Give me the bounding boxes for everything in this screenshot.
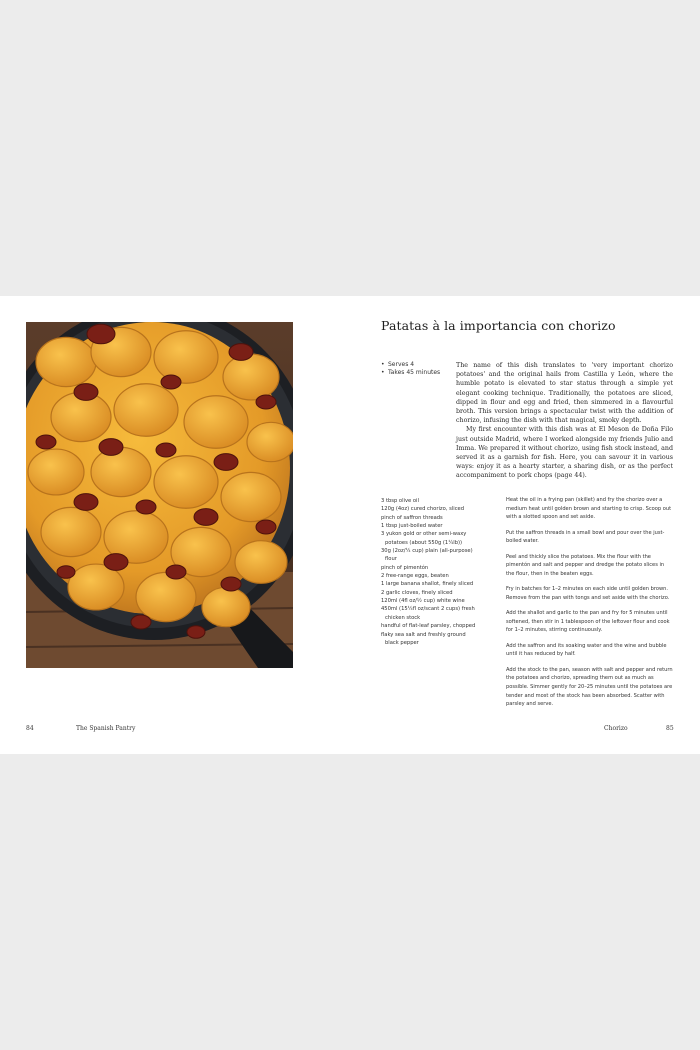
potato-slice <box>202 587 250 626</box>
potato-slice <box>223 354 279 400</box>
potato-slice <box>68 564 124 610</box>
ingredient-item: 1 large banana shallot, finely sliced <box>381 581 474 588</box>
ingredient-item: 3 yukon gold or other semi-waxy <box>381 531 467 538</box>
recipe-title: Patatas à la importancia con chorizo <box>381 318 616 333</box>
chorizo-piece <box>221 577 241 591</box>
ingredient-item: 2 free-range eggs, beaten <box>381 573 449 580</box>
left-page-number: 84 <box>26 725 34 732</box>
intro-paragraph: My first encounter with this dish was at El Meson de Doña Filo just outside Madrid, where I worked alongside my friends Julio and Imma. We prepared it without chorizo, using fish stock instead, and served it as a garnish for fish. Here, you can savour it in various ways: enjoy it as a hearty starter, a sharing dish, or as the perfect accompaniment to pork chops (page 44). <box>456 426 673 480</box>
ingredient-item: 120g (4oz) cured chorizo, sliced <box>381 506 465 513</box>
recipe-intro <box>456 361 673 481</box>
potato-slice <box>91 447 151 496</box>
right-page-number: 85 <box>666 725 674 732</box>
method-step: Add the stock to the pan, season with salt and pepper and return the potatoes and chorizo, spreading them out as much as possible. Simmer gently for 20–25 minutes until the potatoes are tender and most of the stock has been absorbed. Scatter with parsley and serve. <box>506 666 673 708</box>
chorizo-piece <box>57 566 75 579</box>
ingredient-item: 450ml (15¼fl oz/scant 2 cups) fresh <box>381 606 475 613</box>
method-step: Add the shallot and garlic to the pan and fry for 5 minutes until softened, then stir in 1 tablespoon of the leftover flour and cook for 1–2 minutes, stirring continuously. <box>506 610 670 634</box>
chorizo-piece <box>166 565 186 579</box>
ingredient-item: handful of flat-leaf parsley, chopped <box>381 623 476 630</box>
potato-slice <box>235 541 287 584</box>
chorizo-piece <box>74 494 98 511</box>
chorizo-piece <box>104 554 128 571</box>
right-running-head: Chorizo <box>604 725 628 732</box>
chorizo-piece <box>131 615 151 629</box>
method-step: Add the saffron and its soaking water and the wine and bubble until it has reduced by half. <box>506 642 667 658</box>
ingredient-item: flour <box>385 556 397 563</box>
method-step: Fry in batches for 1–2 minutes on each side until golden brown. Remove from the pan with tongs and set aside with the chorizo. <box>506 586 670 601</box>
chorizo-piece <box>87 324 115 344</box>
recipe-meta <box>381 361 440 377</box>
serves-label: • Serves 4 <box>381 361 440 369</box>
method-step: Peel and thickly slice the potatoes. Mix the flour with the pimentón and salt and pepper and dredge the potato slices in the flour, then in the beaten eggs. <box>506 553 665 577</box>
ingredient-item: 1 tbsp just-boiled water <box>381 523 443 530</box>
ingredient-item: flaky sea salt and freshly ground <box>381 631 466 638</box>
dish-photo <box>26 322 293 668</box>
potato-slice <box>184 396 248 448</box>
potato-slice <box>36 337 96 386</box>
chorizo-piece <box>194 509 218 526</box>
chorizo-piece <box>256 395 276 409</box>
chorizo-piece <box>256 520 276 534</box>
chorizo-piece <box>74 384 98 401</box>
ingredient-item: chicken stock <box>385 614 421 621</box>
potato-slice <box>28 449 84 495</box>
potato-slice <box>114 384 178 436</box>
method-steps <box>506 496 674 716</box>
chorizo-piece <box>99 439 123 456</box>
chorizo-piece <box>136 500 156 514</box>
potato-slice <box>154 331 218 383</box>
left-running-head: The Spanish Pantry <box>76 725 136 732</box>
chorizo-piece <box>187 626 205 639</box>
intro-paragraph: The name of this dish translates to 'very important chorizo potatoes' and the original hails from Castilla y León, where the humble potato is elevated to star status through a simple yet elegant cooking technique. Traditionally, the potatoes are sliced, dipped in flour and egg and fried, then simmered in a flavourful broth. This version brings a spectacular twist with the addition of chorizo, infusing the dish with that magical, smoky depth. <box>456 362 673 425</box>
potato-slice <box>154 456 218 508</box>
ingredient-item: pinch of saffron threads <box>381 514 443 521</box>
book-spread <box>0 296 700 754</box>
potato-slice <box>247 422 293 461</box>
ingredient-item: 30g (2oz/¼ cup) plain (all-purpose) <box>381 548 473 555</box>
chorizo-piece <box>214 454 238 471</box>
ingredient-item: 120ml (4fl oz/½ cup) white wine <box>381 598 465 605</box>
ingredient-item: 3 tbsp olive oil <box>381 498 419 504</box>
ingredient-item: black pepper <box>385 639 419 646</box>
chorizo-piece <box>156 443 176 457</box>
method-step: Heat the oil in a frying pan (skillet) and fry the chorizo over a medium heat until golden brown and starting to crisp. Scoop out with a slotted spoon and set aside. <box>506 497 672 521</box>
chorizo-piece <box>229 344 253 361</box>
chorizo-piece <box>36 435 56 449</box>
potato-slice <box>41 507 101 556</box>
method-step: Put the saffron threads in a small bowl and pour over the just-boiled water. <box>506 529 665 545</box>
chorizo-piece <box>161 375 181 389</box>
potato-slice <box>136 572 196 621</box>
ingredient-list <box>381 497 505 647</box>
potato-slice <box>221 472 281 521</box>
ingredient-item: pinch of pimentón <box>381 564 429 571</box>
time-label: • Takes 45 minutes <box>381 369 440 377</box>
ingredient-item: 2 garlic cloves, finely sliced <box>381 589 453 596</box>
ingredient-item: potatoes (about 550g (1¼lb)) <box>385 539 463 546</box>
